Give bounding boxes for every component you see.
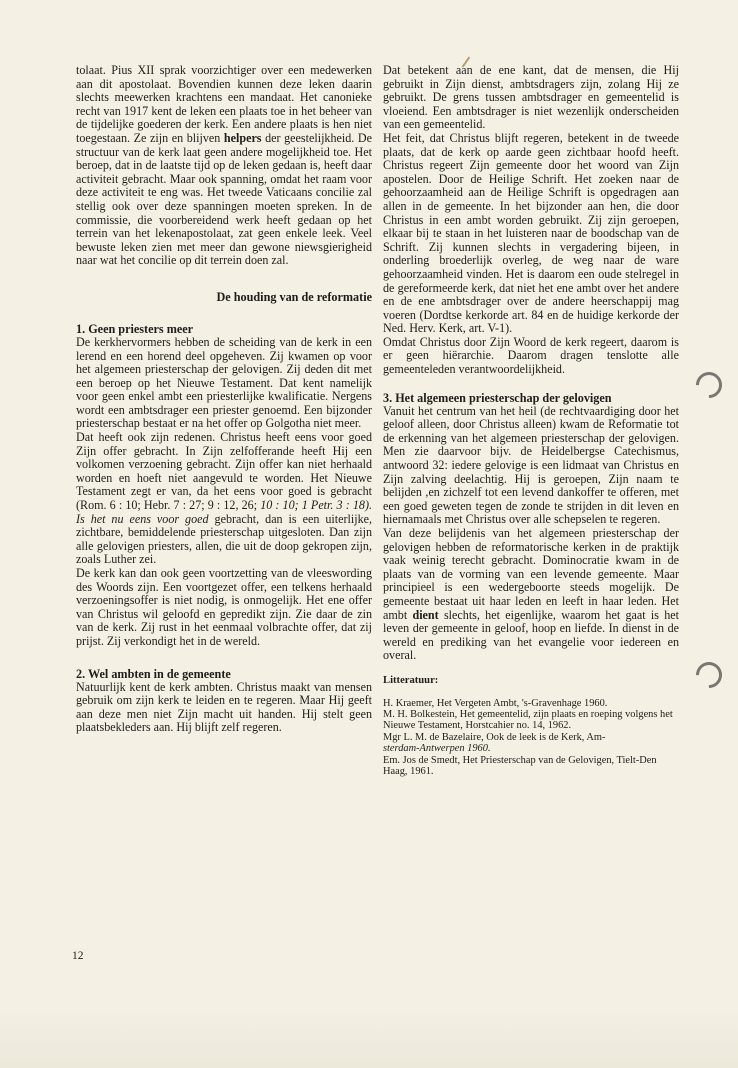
paragraph-centrum-heil: Vanuit het centrum van het heil (de rechtvaardiging door het geloof alleen, door Christus alleen) kwam de Reformatie tot de erkenning van het algemeen priesterschap der gelovigen. Men zie daarvoor bijv. de Heidelbergse Catechismus, antwoord 32: iedere gelovige is een lidmaat van Christus en Zijn zalving deelachtig. Hij is geroepen, Zijn naam te belijden ,en zichzelf tot een levend dankoffer te offeren, met een goed geweten tegen de zonde te strijden in dit leven en hiernamaals met Christus over alle schepselen te regeren.: [383, 403, 679, 527]
binding-mark-icon: [691, 367, 728, 404]
lit-entry-kraemer: H. Kraemer, Het Vergeten Ambt, 's-Gravenhage 1960.: [383, 697, 608, 709]
dient-bold: dient: [412, 607, 439, 622]
right-column: [383, 64, 679, 777]
paragraph-hierarchie: Omdat Christus door Zijn Woord de kerk regeert, daarom is er geen hiërarchie. Daarom dragen tenslotte alle gemeenteleden verantwoordelijkheid.: [383, 334, 679, 377]
heading-algemeen-priesterschap: 3. Het algemeen priesterschap der gelovigen: [383, 390, 612, 405]
paragraph-betekent: Dat betekent aan de ene kant, dat de mensen, die Hij gebruikt in Zijn dienst, ambtsdragers zijn, zolang Hij ze gebruikt. De grens tussen ambtsdrager en gemeentelid is vloeiend. Een ambtsdrager is niet wezenlijk onderscheiden van een gemeentelid.: [383, 63, 679, 132]
lit-entry-smedt: Em. Jos de Smedt, Het Priesterschap van de Gelovigen, Tielt-Den Haag, 1961.: [383, 754, 657, 777]
page-number: 12: [72, 950, 84, 962]
heading-geen-priesters: 1. Geen priesters meer: [76, 321, 194, 336]
helpers-bold: helpers: [223, 130, 262, 145]
litteratuur-heading: Litteratuur:: [383, 674, 439, 686]
page-bottom-shade: [0, 1005, 738, 1068]
left-column: [76, 64, 372, 735]
paragraph-natuurlijk: Natuurlijk kent de kerk ambten. Christus maakt van mensen gebruik om zijn kerk te leiden en te regeren. Maar Hij geeft aan deze men niet Zijn macht uit handen. Hij stelt geen plaatsbekleders aan. Hij blijft zelf regeren.: [76, 679, 372, 735]
paragraph-redenen: Dat heeft ook zijn redenen. Christus heeft eens voor goed Zijn offer gebracht. In Zijn zelfofferande heeft Hij een volkomen verzoening gebracht. Zijn offer kan niet herhaald worden en hoeft niet aangevuld te worden. Het Nieuwe Testament zegt er van, da het eens voor goed is gebracht (Rom. 6 : 10; Hebr. 7 : 27; 9 : 12, 26; 10 : 10; 1 Petr. 3 : 18). Is het nu eens voor goed gebracht, dan is een uiterlijke, zichtbare, bemiddelende priesterschap uitgesloten. Dan zijn alle gelovigen priesters, allen, die uit de doop gekropen zijn, zoals Luther zei.: [76, 430, 373, 567]
reformatie-heading: De houding van de reformatie: [216, 289, 372, 304]
paragraph-voortzetting: De kerk kan dan ook geen voortzetting van de vleeswording des Woords zijn. Een voortgezet offer, een telkens herhaald verzoeningsoffer is niet nodig, is onmogelijk. Het ene offer van Christus wil geloofd en gepredikt zijn. Zie daar de zin van de kerk. Zij rust in het eenmaal volbrachte offer, dat zij prijst. Zij verkondigt het in de wereld.: [76, 566, 372, 648]
paragraph-feit: Het feit, dat Christus blijft regeren, betekent in de tweede plaats, dat de kerk op aarde geen zichtbaar hoofd heeft. Christus regeert Zijn gemeente door het woord van Zijn apostelen. Door de Heilige Schrift. Het zoeken naar de gehoorzaamheid aan de Heilige Schrift is opgedragen aan allen in de gemeente. In het bijzonder aan hen, die door Christus in een ambt worden gebruikt. Zij zijn geroepen, elkaar bij te staan in het luisteren naar de boodschap van de Schrift. Zij kunnen slechts in vergadering bijeen, in onderling broederlijk overleg, de weg naar de ware gehoorzaamheid vinden. Het is daarom een oude stelregel in de gereformeerde kerk, dat niet het ene ambt over het andere en de ene ambtsdrager over de andere heerschappij mag voeren (Dordtse kerkorde art. 84 en de huidige kerkorde der Ned. Herv. Kerk, art. V-1).: [383, 130, 679, 336]
intro-paragraph: tolaat. Pius XII sprak voorzichtiger over een medewerken aan dit apostolaat. Bovendien kunnen deze leken daarin slechts meewerken krachtens een mandaat. Het canonieke recht van 1917 kent de leken een plaats toe in het beheer van de tijdelijke goederen der kerk. Een andere plaats is hen niet toegestaan. Ze zijn en blijven helpers der geestelijkheid. De structuur van de kerk laat geen andere mogelijkheid toe. Het beroep, dat in de laatste tijd op de leken gedaan is, heeft daar activiteit gebracht. Maar ook spanning, omdat het raam voor deze activiteit te eng was. Het tweede Vaticaans concilie zal stellig ook over deze spanningen moeten spreken. In de commissie, die voorbereidend werk heeft gedaan op het terrein van het lekenapostolaat, zat geen enkele leek. Veel bewuste leken zien met meer dan gewone niewsgierigheid naar wat het concilie op dit terrein doen zal.: [76, 63, 373, 268]
paragraph-belijdenis: Van deze belijdenis van het algemeen priesterschap der gelovigen hebben de reformatorische kerken in de praktijk vaak weinig terecht gebracht. Dominocratie kwam in de plaats van de vorming van een levende gemeente. Maar principieel is een wedergeboorte steeds mogelijk. De gemeente bestaat uit haar leden en leeft in haar leden. Het ambt dient slechts, het eigenlijke, waarom het gaat is het leven der gemeente in geloof, hoop en liefde. In dienst in de wereld en prediking van het evangelie voor iedereen en overal.: [383, 526, 680, 663]
lit-entry-bazelaire: Mgr L. M. de Bazelaire, Ook de leek is de Kerk, Am- sterdam-Antwerpen 1960.: [383, 731, 606, 755]
heading-wel-ambten: 2. Wel ambten in de gemeente: [76, 666, 231, 681]
binding-mark-icon: [691, 657, 728, 694]
paragraph-kerkhervormers: De kerkhervormers hebben de scheiding van de kerk in een lerend en een horend deel opgeheven. Zij kwamen op voor het algemeen priesterschap der gelovigen. Zij deden dit met een beroep op het Nieuwe Testament. Dat kent namelijk voor geen enkel ambt een priesterlijke kwalificatie. Nergens wordt een ambtsdrager een priester genoemd. Een bijzonder priesterschap bestaat er na het offer op Golgotha niet meer.: [76, 334, 372, 431]
lit-entry-bolkestein: M. H. Bolkestein, Het gemeentelid, zijn plaats en roeping volgens het Nieuwe Testament, Horstcahier no. 14, 1962.: [383, 708, 673, 732]
